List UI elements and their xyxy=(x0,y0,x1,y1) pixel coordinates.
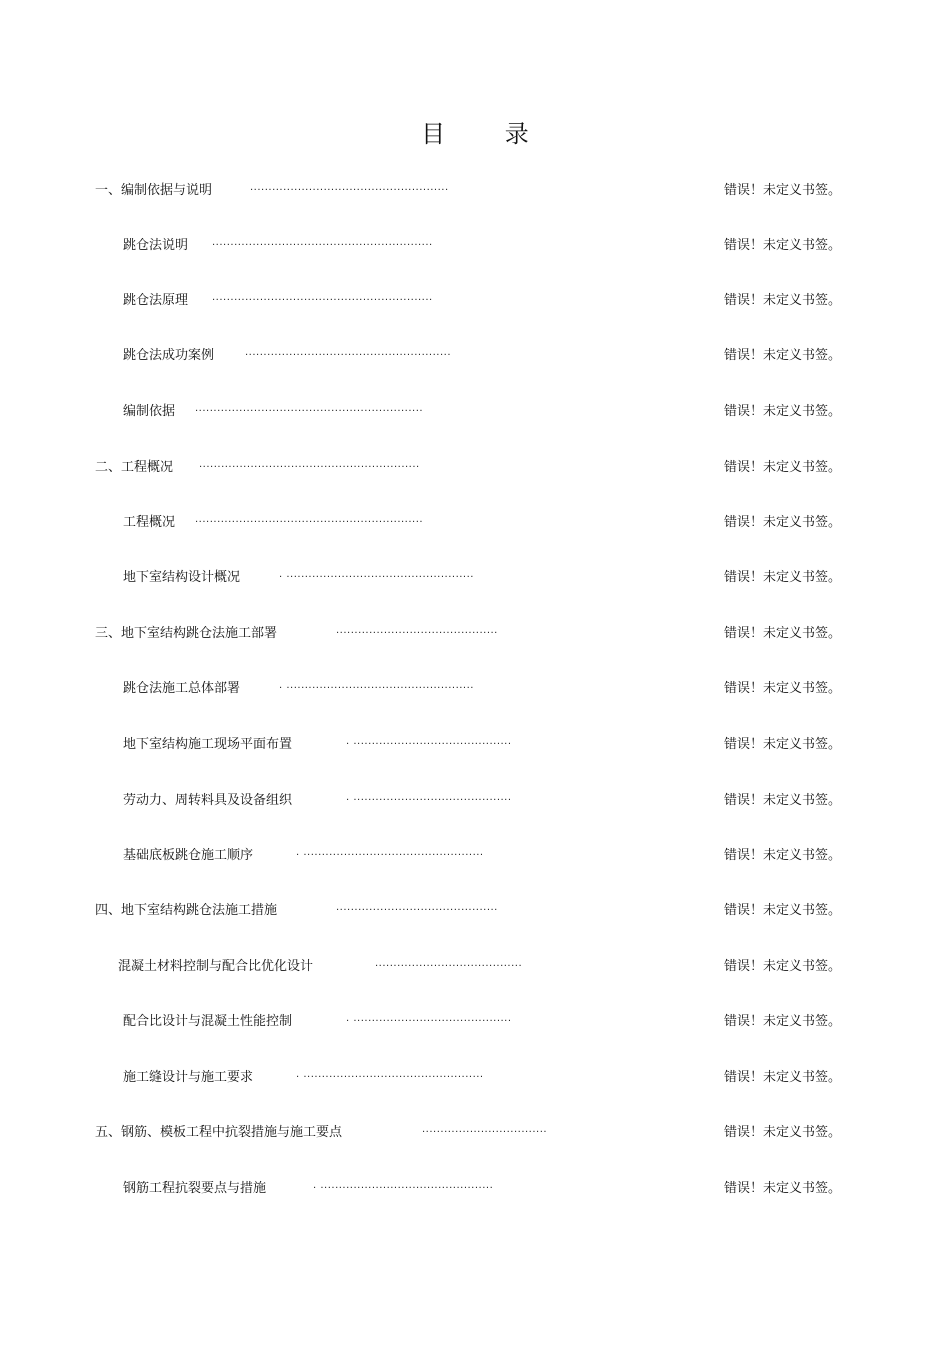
toc-entry[interactable] xyxy=(0,677,950,701)
toc-entry[interactable] xyxy=(0,622,950,646)
toc-page-ref: 错误！未定义书签。 xyxy=(724,681,842,696)
toc-leader-dots: . ................................................. xyxy=(296,847,484,858)
toc-leader-dots: .............................................................. xyxy=(195,514,424,525)
toc-entry[interactable] xyxy=(0,289,950,313)
toc-entry-label: 一、编制依据与说明 xyxy=(95,183,213,198)
toc-page-ref: 错误！未定义书签。 xyxy=(724,1125,842,1140)
toc-entry[interactable] xyxy=(0,234,950,258)
toc-page-ref: 错误！未定义书签。 xyxy=(724,293,842,308)
toc-entry-label: 施工缝设计与施工要求 xyxy=(123,1070,254,1085)
toc-entry-label: 跳仓法说明 xyxy=(123,238,189,253)
toc-entry-label: 编制依据 xyxy=(123,404,176,419)
toc-page-ref: 错误！未定义书签。 xyxy=(724,1014,842,1029)
toc-entry-label: 工程概况 xyxy=(123,515,176,530)
toc-page-ref: 错误！未定义书签。 xyxy=(724,737,842,752)
toc-entry[interactable] xyxy=(0,1121,950,1145)
toc-leader-dots: ............................................................ xyxy=(212,292,433,303)
toc-entry-label: 跳仓法施工总体部署 xyxy=(123,681,241,696)
toc-entry-label: 地下室结构施工现场平面布置 xyxy=(123,737,293,752)
toc-leader-dots: .............................................................. xyxy=(195,403,424,414)
toc-page-ref: 错误！未定义书签。 xyxy=(724,1181,842,1196)
toc-leader-dots: .................................. xyxy=(422,1124,548,1135)
toc-leader-dots: ............................................................ xyxy=(199,459,420,470)
toc-page-ref: 错误！未定义书签。 xyxy=(724,348,842,363)
toc-page-ref: 错误！未定义书签。 xyxy=(724,460,842,475)
toc-page-ref: 错误！未定义书签。 xyxy=(724,793,842,808)
toc-leader-dots: . ............................................... xyxy=(313,1180,494,1191)
toc-page-ref: 错误！未定义书签。 xyxy=(724,1070,842,1085)
toc-leader-dots: . ................................................... xyxy=(279,680,474,691)
toc-entry[interactable] xyxy=(0,456,950,480)
toc-entry[interactable] xyxy=(0,179,950,203)
toc-leader-dots: . ................................................... xyxy=(279,569,474,580)
toc-entry[interactable] xyxy=(0,844,950,868)
toc-entry[interactable] xyxy=(0,1066,950,1090)
toc-entry-label: 三、地下室结构跳仓法施工部署 xyxy=(95,626,278,641)
toc-entry[interactable] xyxy=(0,789,950,813)
toc-entry-label: 基础底板跳仓施工顺序 xyxy=(123,848,254,863)
toc-leader-dots: ............................................ xyxy=(336,625,498,636)
page-title: 目 录 xyxy=(421,120,555,148)
toc-page-ref: 错误！未定义书签。 xyxy=(724,959,842,974)
toc-entry-label: 劳动力、周转料具及设备组织 xyxy=(123,793,293,808)
toc-entry-label: 混凝土材料控制与配合比优化设计 xyxy=(118,959,314,974)
toc-entry-label: 四、地下室结构跳仓法施工措施 xyxy=(95,903,278,918)
toc-entry[interactable] xyxy=(0,733,950,757)
toc-page-ref: 错误！未定义书签。 xyxy=(724,515,842,530)
toc-entry-label: 跳仓法成功案例 xyxy=(123,348,215,363)
toc-page-ref: 错误！未定义书签。 xyxy=(724,238,842,253)
toc-entry[interactable] xyxy=(0,566,950,590)
toc-entry[interactable] xyxy=(0,1010,950,1034)
toc-entry[interactable] xyxy=(0,1177,950,1201)
toc-entry-label: 地下室结构设计概况 xyxy=(123,570,241,585)
toc-entry[interactable] xyxy=(0,511,950,535)
toc-leader-dots: . ........................................... xyxy=(346,792,512,803)
toc-entry[interactable] xyxy=(0,344,950,368)
toc-page-ref: 错误！未定义书签。 xyxy=(724,903,842,918)
toc-entry-label: 五、钢筋、模板工程中抗裂措施与施工要点 xyxy=(95,1125,343,1140)
toc-entry[interactable] xyxy=(0,899,950,923)
toc-page-ref: 错误！未定义书签。 xyxy=(724,183,842,198)
toc-page-ref: 错误！未定义书签。 xyxy=(724,404,842,419)
toc-leader-dots: . ........................................... xyxy=(346,736,512,747)
toc-entry[interactable] xyxy=(0,955,950,979)
toc-entry-label: 配合比设计与混凝土性能控制 xyxy=(123,1014,293,1029)
toc-page-ref: 错误！未定义书签。 xyxy=(724,848,842,863)
toc-leader-dots: ........................................ xyxy=(375,958,523,969)
toc-entry[interactable] xyxy=(0,400,950,424)
toc-entry-label: 钢筋工程抗裂要点与措施 xyxy=(123,1181,267,1196)
toc-leader-dots: ...................................................... xyxy=(250,182,449,193)
toc-leader-dots: . ................................................. xyxy=(296,1069,484,1080)
toc-page-ref: 错误！未定义书签。 xyxy=(724,626,842,641)
toc-entry-label: 跳仓法原理 xyxy=(123,293,189,308)
toc-leader-dots: ........................................................ xyxy=(245,347,452,358)
toc-entry-label: 二、工程概况 xyxy=(95,460,174,475)
toc-page-ref: 错误！未定义书签。 xyxy=(724,570,842,585)
toc-leader-dots: . ........................................... xyxy=(346,1013,512,1024)
toc-leader-dots: ............................................................ xyxy=(212,237,433,248)
toc-leader-dots: ............................................ xyxy=(336,902,498,913)
